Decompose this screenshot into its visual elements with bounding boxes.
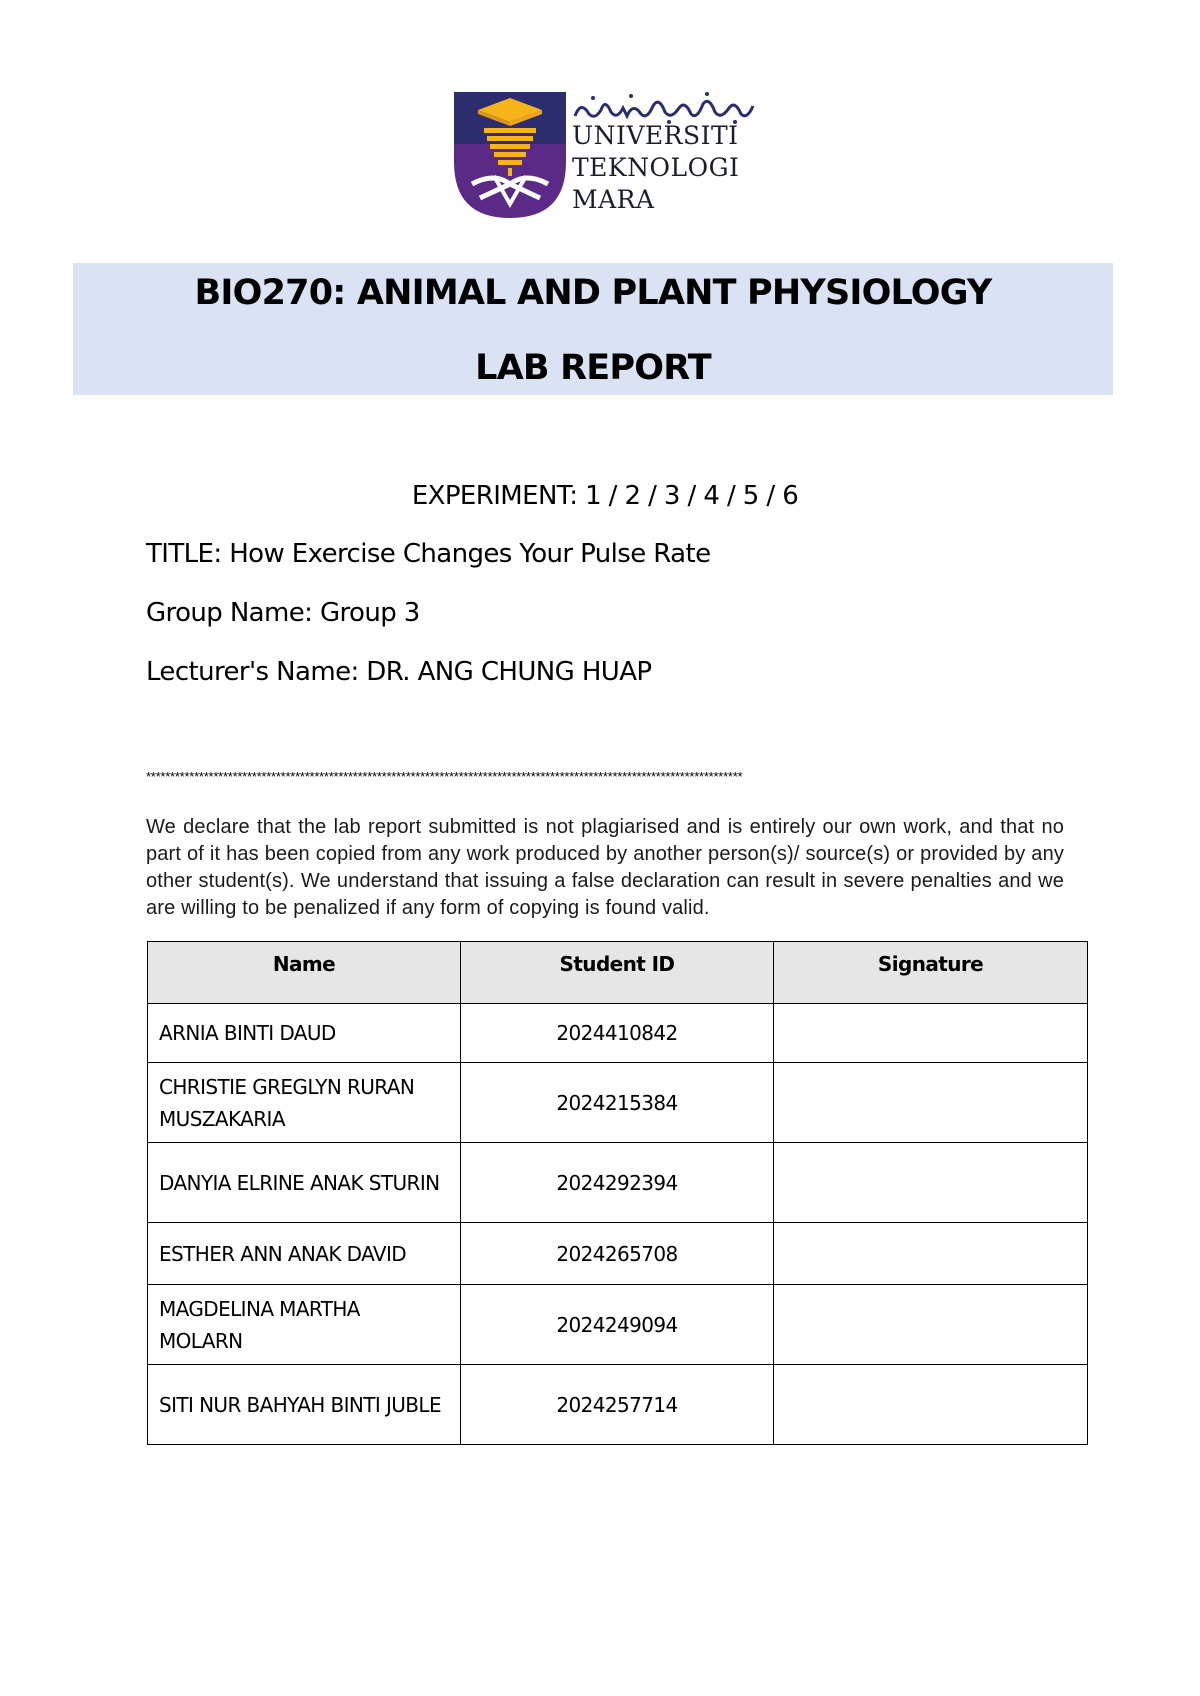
title-label: TITLE: — [146, 539, 222, 569]
signature-cell — [774, 1004, 1088, 1063]
table-row — [148, 1285, 1088, 1365]
header-student-id: Student ID — [461, 942, 774, 1004]
students-table — [147, 941, 1088, 1445]
experiment-label: EXPERIMENT: — [411, 481, 578, 511]
student-name: MAGDELINA MARTHA MOLARN — [148, 1285, 461, 1365]
student-id: 2024265708 — [461, 1223, 774, 1285]
logo-word-mara: MARA — [572, 185, 655, 214]
group-label: Group Name: — [146, 598, 313, 628]
student-name: ESTHER ANN ANAK DAVID — [148, 1223, 461, 1285]
signature-cell — [774, 1223, 1088, 1285]
asterisk-separator: **************************************************************************************************************************** — [146, 770, 743, 784]
student-id: 2024257714 — [461, 1365, 774, 1445]
title-banner — [73, 263, 1113, 395]
lecturer-line — [146, 657, 651, 687]
logo-word-teknologi: TEKNOLOGI — [572, 153, 740, 182]
student-name: SITI NUR BAHYAH BINTI JUBLE — [148, 1365, 461, 1445]
declaration-paragraph: We declare that the lab report submitted is not plagiarised and is entirely our own work, and that no part of it has been copied from any work produced by another person(s)/ source(s) or provided by any other student(s). We understand that issuing a false declaration can result in severe penalties and we are willing to be penalized if any form of copying is found valid. — [146, 816, 1064, 919]
experiment-options: 1 / 2 / 3 / 4 / 5 / 6 — [585, 481, 799, 511]
student-name: CHRISTIE GREGLYN RURAN MUSZAKARIA — [148, 1063, 461, 1143]
signature-cell — [774, 1063, 1088, 1143]
lecturer-value: DR. ANG CHUNG HUAP — [366, 657, 652, 687]
signature-cell — [774, 1285, 1088, 1365]
table-row — [148, 1143, 1088, 1223]
title-line — [146, 539, 711, 569]
table-row — [148, 1004, 1088, 1063]
title-value: How Exercise Changes Your Pulse Rate — [229, 539, 711, 569]
table-row — [148, 1365, 1088, 1445]
signature-cell — [774, 1143, 1088, 1223]
logo-word-universiti: UNIVERSITI — [572, 121, 739, 150]
student-id: 2024292394 — [461, 1143, 774, 1223]
group-line — [146, 598, 420, 628]
experiment-line — [0, 481, 1200, 511]
course-title: BIO270: ANIMAL AND PLANT PHYSIOLOGY — [194, 273, 992, 313]
student-name: ARNIA BINTI DAUD — [148, 1004, 461, 1063]
student-id: 2024215384 — [461, 1063, 774, 1143]
signature-cell — [774, 1365, 1088, 1445]
report-title: LAB REPORT — [475, 348, 711, 388]
header-signature: Signature — [774, 942, 1088, 1004]
table-header-row — [148, 942, 1088, 1004]
table-row — [148, 1063, 1088, 1143]
uitm-logo — [454, 90, 760, 220]
student-id: 2024410842 — [461, 1004, 774, 1063]
table-row — [148, 1223, 1088, 1285]
student-name: DANYIA ELRINE ANAK STURIN — [148, 1143, 461, 1223]
lecturer-label: Lecturer's Name: — [146, 657, 359, 687]
uitm-emblem-icon — [454, 92, 566, 218]
student-id: 2024249094 — [461, 1285, 774, 1365]
header-name: Name — [148, 942, 461, 1004]
group-value: Group 3 — [319, 598, 420, 628]
